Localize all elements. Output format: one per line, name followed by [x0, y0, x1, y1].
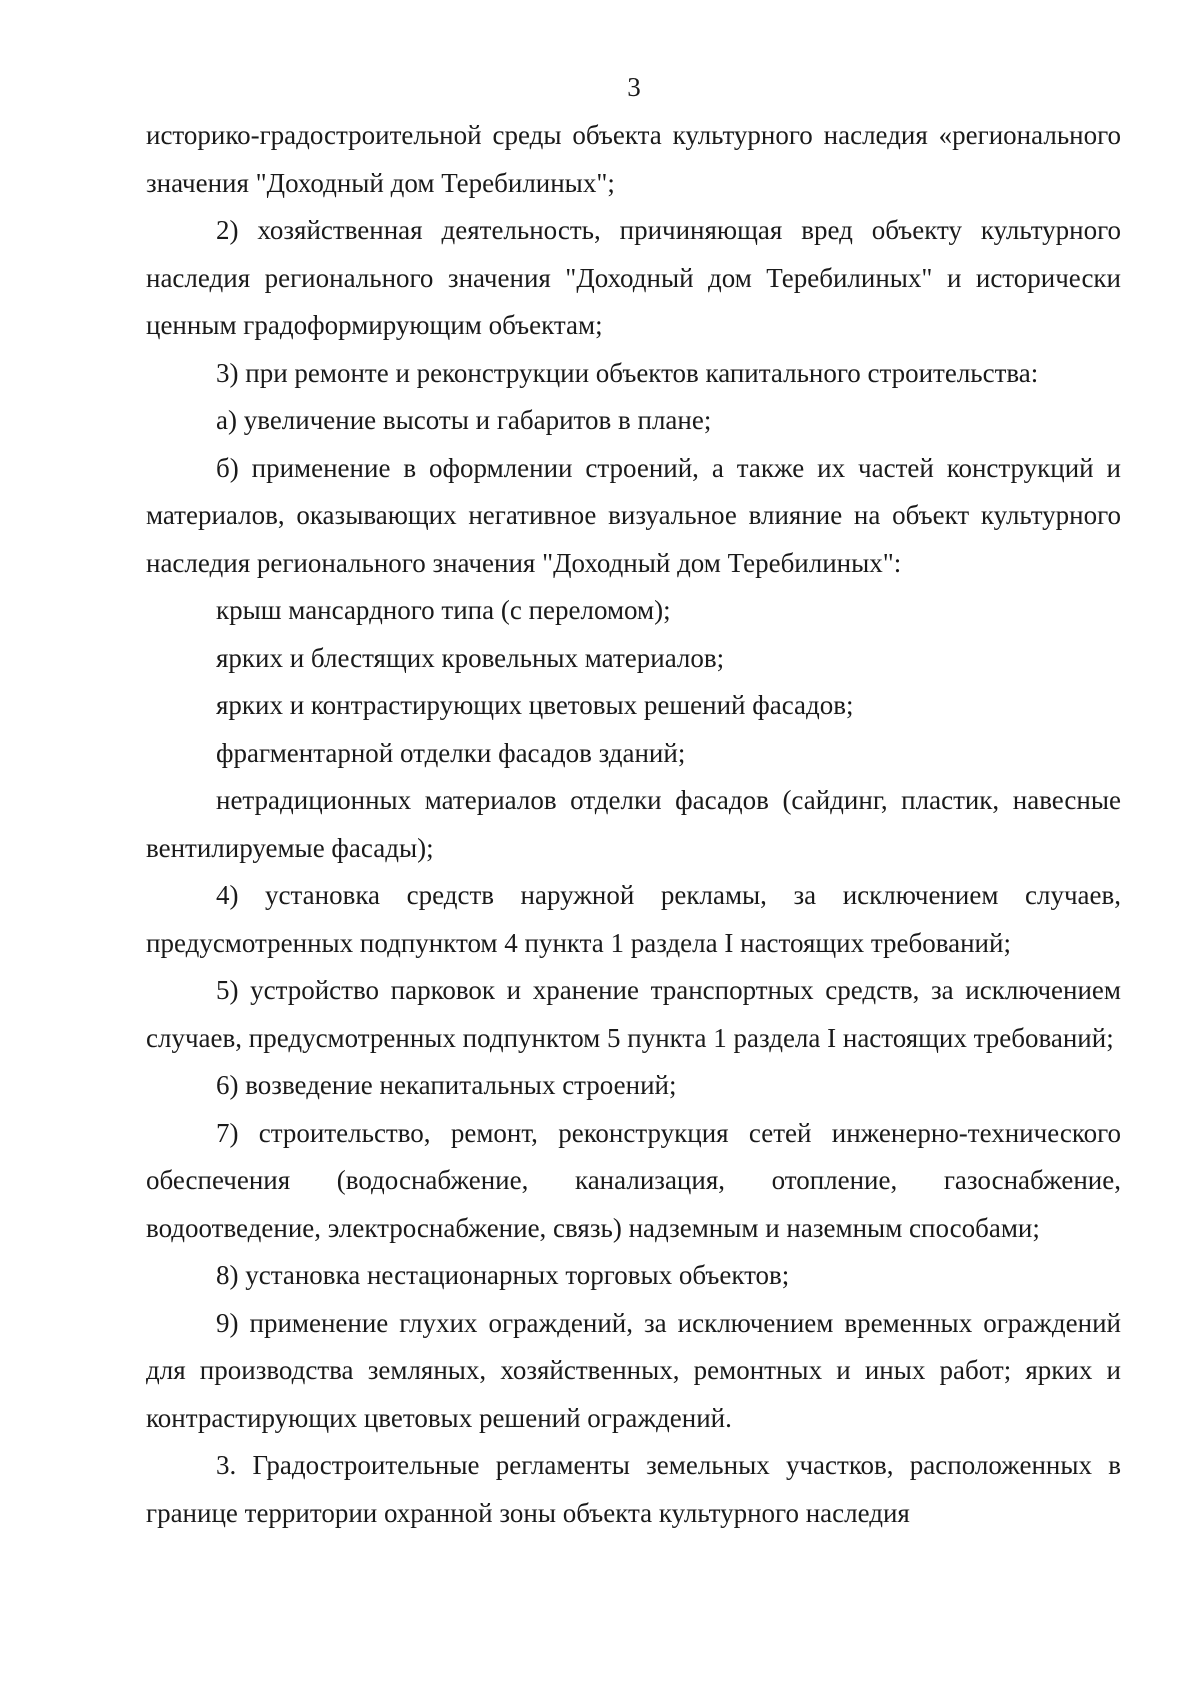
paragraph-continuation: историко-градостроительной среды объекта культурного наследия «регионального значения "Доходный дом Теребилиных"; [146, 120, 1121, 198]
paragraph-list-facade-finish: фрагментарной отделки фасадов зданий; [216, 737, 686, 768]
paragraph-item-5: 5) устройство парковок и хранение транспортных средств, за исключением случаев, предусмотренных подпунктом 5 пункта 1 раздела I настоящих требований; [146, 975, 1121, 1053]
paragraph-item-8: 8) установка нестационарных торговых объектов; [216, 1260, 790, 1290]
paragraph-item-6: 6) возведение некапитальных строений; [216, 1070, 677, 1100]
document-body [146, 112, 1121, 1537]
paragraph-item-2: 2) хозяйственная деятельность, причиняющая вред объекту культурного наследия регионального значения "Доходный дом Теребилиных" и исторически ценным градоформирующим объектам; [146, 215, 1121, 340]
paragraph-item-9: 9) применение глухих ограждений, за исключением временных ограждений для производства земляных, хозяйственных, ремонтных и иных работ; ярких и контрастирующих цветовых решений ограждений. [146, 1307, 1121, 1433]
paragraph-item-3: 3) при ремонте и реконструкции объектов капитального строительства: [216, 357, 1039, 388]
paragraph-section-3: 3. Градостроительные регламенты земельных участков, расположенных в границе территории охранной зоны объекта культурного наследия [146, 1450, 1121, 1528]
paragraph-list-roofs: крыш мансардного типа (с переломом); [216, 595, 671, 625]
paragraph-item-4: 4) установка средств наружной рекламы, за исключением случаев, предусмотренных подпунктом 4 пункта 1 раздела I настоящих требований; [146, 880, 1121, 958]
page-number: 3 [627, 72, 641, 102]
paragraph-subitem-b: б) применение в оформлении строений, а также их частей конструкций и материалов, оказывающих негативное визуальное влияние на объект культурного наследия регионального значения "Доходный дом Теребилиных": [146, 452, 1121, 578]
paragraph-list-roofing: ярких и блестящих кровельных материалов; [216, 642, 725, 673]
paragraph-item-7: 7) строительство, ремонт, реконструкция сетей инженерно-технического обеспечения (водоснабжение, канализация, отопление, газоснабжение, водоотведение, электроснабжение, связь) надземным и наземным способами; [146, 1117, 1121, 1243]
paragraph-list-materials: нетрадиционных материалов отделки фасадов (сайдинг, пластик, навесные вентилируемые фасады); [146, 785, 1121, 863]
paragraph-list-facade-colors: ярких и контрастирующих цветовых решений фасадов; [216, 690, 854, 720]
paragraph-subitem-a: а) увеличение высоты и габаритов в плане; [216, 405, 712, 435]
